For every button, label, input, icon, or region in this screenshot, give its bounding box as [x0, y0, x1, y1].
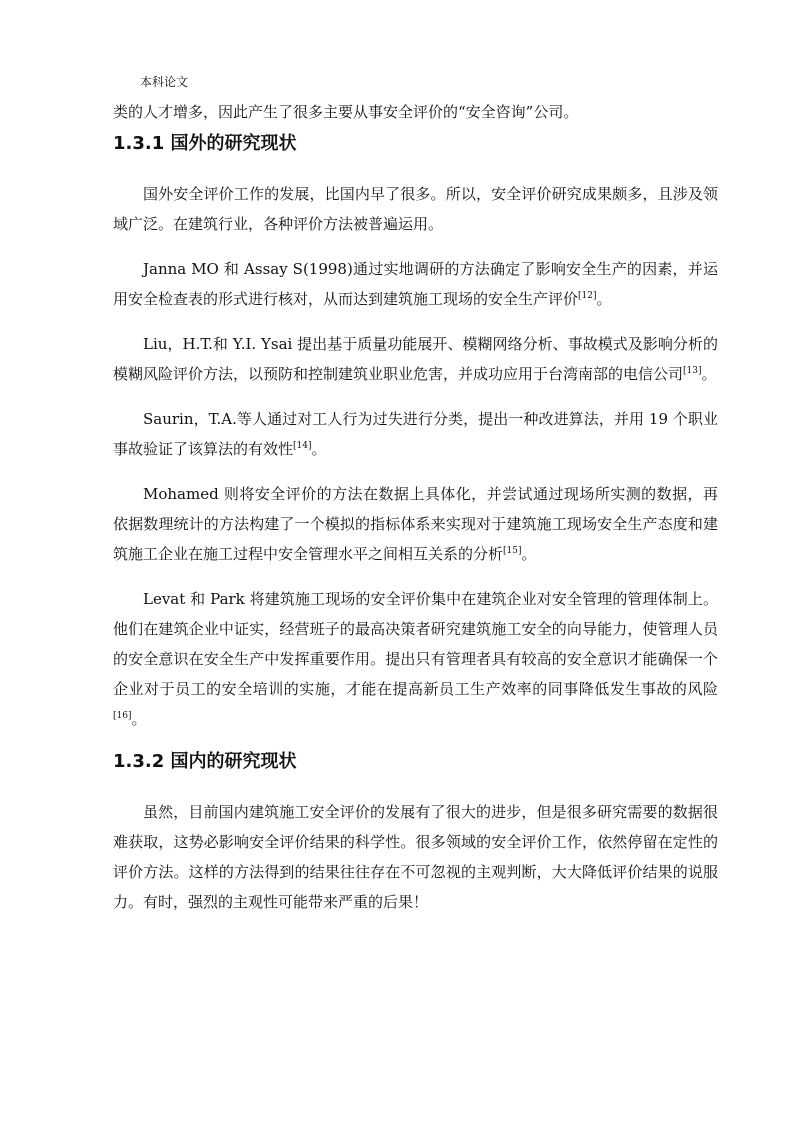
- paragraph-end: 。: [701, 365, 717, 383]
- paragraph-end: 。: [311, 440, 327, 458]
- paragraph-end: 。: [596, 290, 612, 308]
- paragraph-text: Levat 和 Park 将建筑施工现场的安全评价集中在建筑企业对安全管理的管理体制上。他们在建筑企业中证实，经营班子的最高决策者研究建筑施工安全的向导能力，使管理人员的安全意识在安全生产中发挥重要作用。提出只有管理者具有较高的安全意识才能确保一个企业对于员工的安全培训的实施，才能在提高新员工生产效率的同事降低发生事故的风险: [113, 590, 718, 698]
- paragraph-end: 。: [521, 545, 537, 563]
- paragraph-text: Mohamed 则将安全评价的方法在数据上具体化，并尝试通过现场所实测的数据，再依据数理统计的方法构建了一个模拟的指标体系来实现对于建筑施工现场安全生产态度和建筑施工企业在施工过程中安全管理水平之间相互关系的分析: [113, 485, 718, 563]
- paragraph-saurin: [113, 404, 718, 464]
- paragraph-levat-park: [113, 584, 718, 734]
- document-body: [113, 97, 718, 932]
- paragraph-mohamed: [113, 479, 718, 569]
- citation-ref: [16]: [113, 711, 132, 721]
- paragraph-foreign-overview: 国外安全评价工作的发展，比国内早了很多。所以，安全评价研究成果颇多，且涉及领域广泛。在建筑行业，各种评价方法被普遍运用。: [113, 185, 718, 233]
- paragraph-domestic-overview: 虽然，目前国内建筑施工安全评价的发展有了很大的进步，但是很多研究需要的数据很难获取，这势必影响安全评价结果的科学性。很多领域的安全评价工作，依然停留在定性的评价方法。这样的方法得到的结果往往存在不可忽视的主观判断，大大降低评价结果的说服力。有时，强烈的主观性可能带来严重的后果！: [113, 803, 718, 911]
- paragraph-text: Saurin，T.A.等人通过对工人行为过失进行分类，提出一种改进算法，并用 19 个职业事故验证了该算法的有效性: [113, 410, 718, 458]
- intro-paragraph-tail: 类的人才增多，因此产生了很多主要从事安全评价的“安全咨询”公司。: [113, 103, 579, 121]
- citation-ref: [15]: [503, 546, 522, 556]
- paragraph-end: 。: [131, 710, 147, 728]
- section-heading-1-3-2: 1.3.2 国内的研究现状: [113, 751, 297, 772]
- paragraph-liu: [113, 329, 718, 389]
- paragraph-text: Janna MO 和 Assay S(1998)通过实地调研的方法确定了影响安全生产的因素，并运用安全检查表的形式进行核对，从而达到建筑施工现场的安全生产评价: [113, 260, 718, 308]
- paragraph-janna: [113, 254, 718, 314]
- running-header: 本科论文: [140, 75, 189, 89]
- citation-ref: [14]: [293, 441, 312, 451]
- citation-ref: [12]: [578, 291, 597, 301]
- section-heading-1-3-1: 1.3.1 国外的研究现状: [113, 133, 297, 154]
- citation-ref: [13]: [683, 366, 702, 376]
- paragraph-text: Liu，H.T.和 Y.I. Ysai 提出基于质量功能展开、模糊网络分析、事故模式及影响分析的模糊风险评价方法，以预防和控制建筑业职业危害，并成功应用于台湾南部的电信公司: [113, 335, 718, 383]
